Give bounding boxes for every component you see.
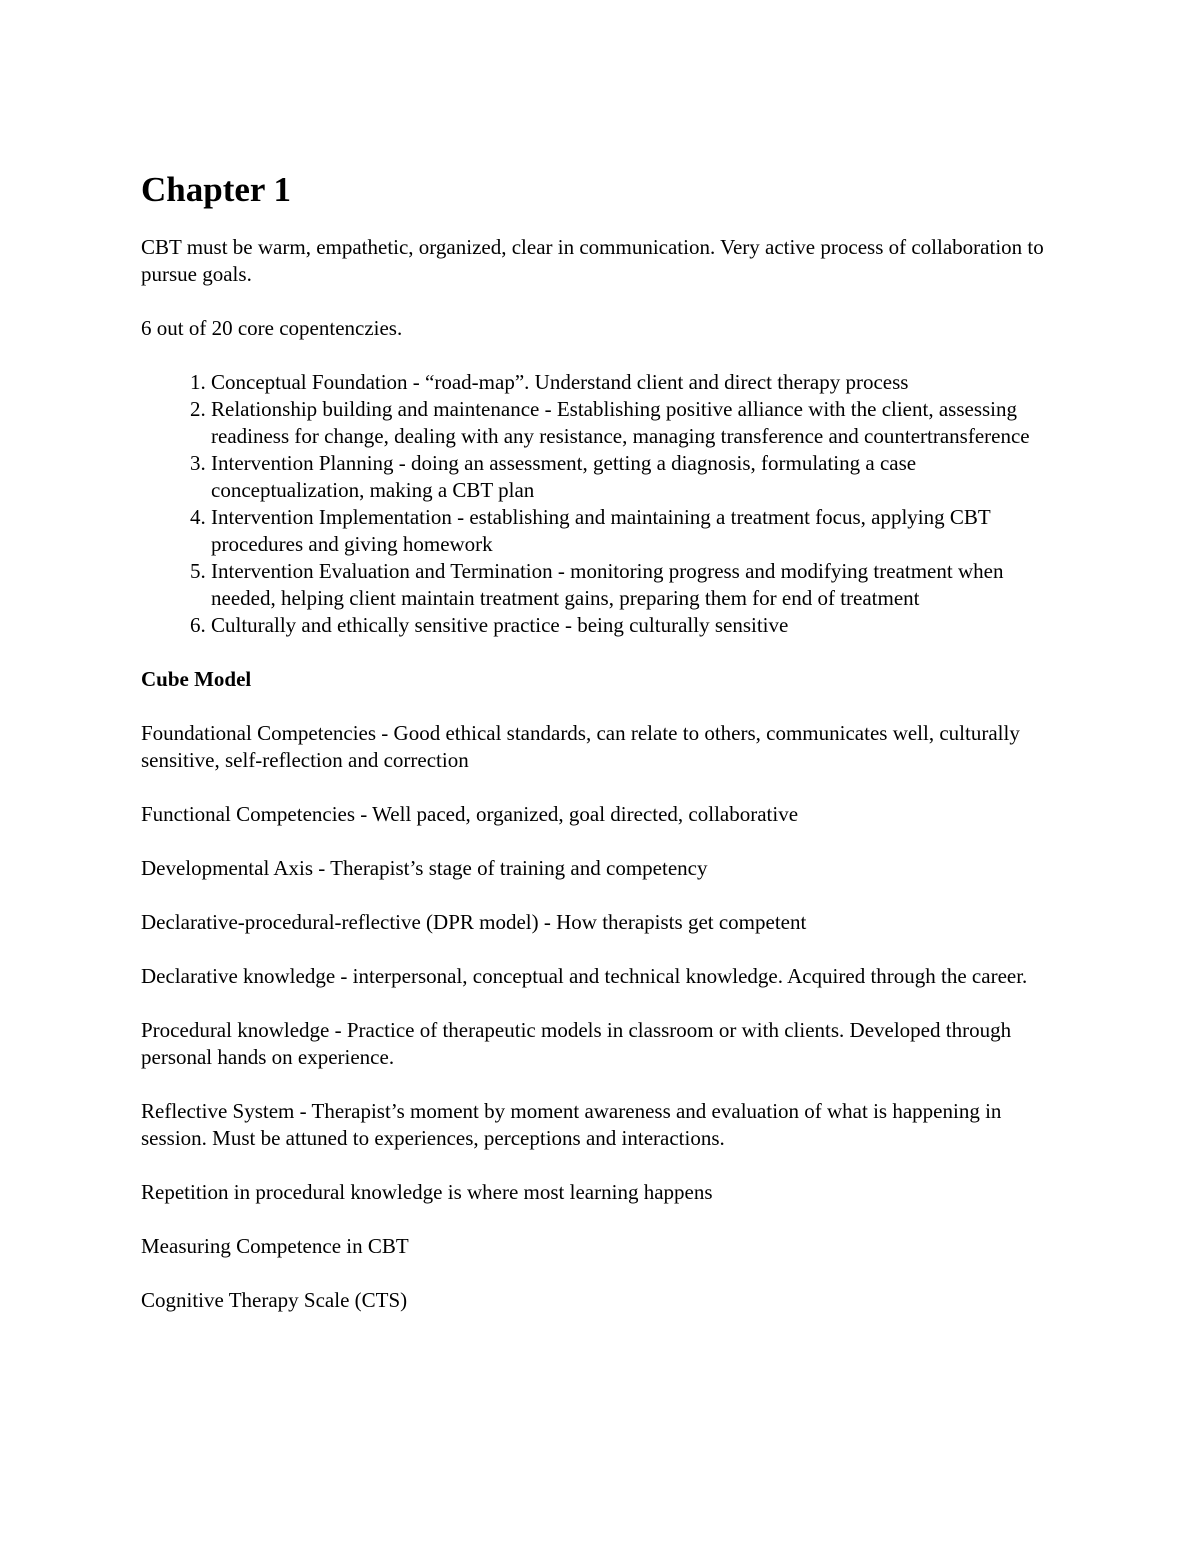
repetition-paragraph: Repetition in procedural knowledge is where most learning happens — [141, 1180, 713, 1204]
competency-list — [141, 369, 1061, 639]
list-item: 4. Intervention Implementation - establishing and maintaining a treatment focus, applying CBT procedures and giving homework — [211, 504, 1061, 558]
reflective-paragraph: Reflective System - Therapist’s moment by moment awareness and evaluation of what is happening in session. Must be attuned to experiences, perceptions and interactions. — [141, 1099, 1002, 1150]
list-item: 2. Relationship building and maintenance - Establishing positive alliance with the client, assessing readiness for change, dealing with any resistance, managing transference and countertransference — [211, 396, 1061, 450]
declarative-paragraph: Declarative knowledge - interpersonal, conceptual and technical knowledge. Acquired through the career. — [141, 964, 1028, 988]
intro-paragraph: CBT must be warm, empathetic, organized, clear in communication. Very active process of collaboration to pursue goals. — [141, 235, 1044, 286]
dpr-paragraph: Declarative-procedural-reflective (DPR model) - How therapists get competent — [141, 910, 807, 934]
list-item: 5. Intervention Evaluation and Termination - monitoring progress and modifying treatment when needed, helping client maintain treatment gains, preparing them for end of treatment — [211, 558, 1061, 612]
document-page — [141, 168, 1061, 1341]
measuring-paragraph: Measuring Competence in CBT — [141, 1234, 409, 1258]
list-item: 1. Conceptual Foundation - “road-map”. Understand client and direct therapy process — [211, 369, 1061, 396]
foundational-paragraph: Foundational Competencies - Good ethical standards, can relate to others, communicates well, culturally sensitive, self-reflection and correction — [141, 721, 1020, 772]
list-item: 3. Intervention Planning - doing an assessment, getting a diagnosis, formulating a case conceptualization, making a CBT plan — [211, 450, 1061, 504]
procedural-paragraph: Procedural knowledge - Practice of therapeutic models in classroom or with clients. Developed through personal hands on experience. — [141, 1018, 1012, 1069]
chapter-title: Chapter 1 — [141, 170, 292, 209]
developmental-paragraph: Developmental Axis - Therapist’s stage of training and competency — [141, 856, 708, 880]
cts-paragraph: Cognitive Therapy Scale (CTS) — [141, 1288, 408, 1312]
core-count-paragraph: 6 out of 20 core copentenczies. — [141, 316, 403, 340]
functional-paragraph: Functional Competencies - Well paced, organized, goal directed, collaborative — [141, 802, 799, 826]
cube-model-heading: Cube Model — [141, 667, 252, 691]
list-item: 6. Culturally and ethically sensitive practice - being culturally sensitive — [211, 612, 1061, 639]
